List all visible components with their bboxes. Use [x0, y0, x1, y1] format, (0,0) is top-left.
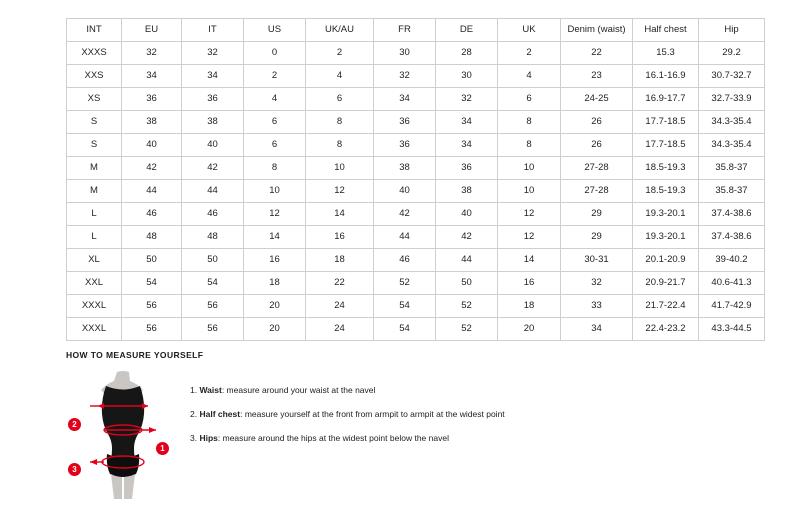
cell-ukau: 2 [306, 42, 374, 65]
cell-denim: 27-28 [561, 157, 633, 180]
cell-eu: 56 [122, 295, 182, 318]
cell-us: 2 [244, 65, 306, 88]
cell-half-chest: 20.1-20.9 [633, 249, 699, 272]
cell-ukau: 24 [306, 318, 374, 341]
cell-uk: 12 [498, 203, 561, 226]
measure-step-1-term: Waist [199, 385, 222, 395]
cell-ukau: 8 [306, 111, 374, 134]
cell-denim: 29 [561, 203, 633, 226]
cell-fr: 38 [374, 157, 436, 180]
cell-hip: 30.7-32.7 [699, 65, 765, 88]
column-header-ukau: UK/AU [306, 19, 374, 42]
cell-uk: 18 [498, 295, 561, 318]
cell-it: 32 [182, 42, 244, 65]
table-header-row [67, 19, 765, 42]
cell-us: 20 [244, 295, 306, 318]
cell-fr: 54 [374, 318, 436, 341]
cell-de: 36 [436, 157, 498, 180]
cell-it: 34 [182, 65, 244, 88]
cell-de: 32 [436, 88, 498, 111]
cell-us: 12 [244, 203, 306, 226]
cell-eu: 32 [122, 42, 182, 65]
cell-ukau: 10 [306, 157, 374, 180]
cell-uk: 16 [498, 272, 561, 295]
table-row [67, 111, 765, 134]
cell-eu: 38 [122, 111, 182, 134]
cell-us: 10 [244, 180, 306, 203]
cell-fr: 36 [374, 134, 436, 157]
cell-eu: 54 [122, 272, 182, 295]
measure-step-2-term: Half chest [199, 409, 241, 419]
column-header-int: INT [67, 19, 122, 42]
how-to-measure-section [66, 350, 766, 505]
cell-it: 46 [182, 203, 244, 226]
cell-int: XXS [67, 65, 122, 88]
cell-eu: 40 [122, 134, 182, 157]
cell-int: S [67, 134, 122, 157]
cell-int: XXXS [67, 42, 122, 65]
table-row [67, 180, 765, 203]
cell-it: 42 [182, 157, 244, 180]
cell-eu: 50 [122, 249, 182, 272]
cell-us: 4 [244, 88, 306, 111]
cell-half-chest: 15.3 [633, 42, 699, 65]
cell-int: XS [67, 88, 122, 111]
cell-de: 50 [436, 272, 498, 295]
cell-eu: 44 [122, 180, 182, 203]
cell-half-chest: 22.4-23.2 [633, 318, 699, 341]
cell-half-chest: 17.7-18.5 [633, 111, 699, 134]
cell-ukau: 14 [306, 203, 374, 226]
cell-hip: 29.2 [699, 42, 765, 65]
measure-step-2-number: 2. [190, 409, 198, 419]
column-header-denim-waist: Denim (waist) [561, 19, 633, 42]
cell-int: XXXL [67, 295, 122, 318]
cell-ukau: 8 [306, 134, 374, 157]
table-row [67, 42, 765, 65]
cell-uk: 8 [498, 111, 561, 134]
cell-eu: 48 [122, 226, 182, 249]
table-row [67, 226, 765, 249]
cell-eu: 46 [122, 203, 182, 226]
size-chart-table-wrapper [66, 18, 752, 341]
column-header-de: DE [436, 19, 498, 42]
cell-denim: 34 [561, 318, 633, 341]
cell-hip: 37.4-38.6 [699, 226, 765, 249]
cell-it: 40 [182, 134, 244, 157]
column-header-us: US [244, 19, 306, 42]
cell-hip: 34.3-35.4 [699, 111, 765, 134]
measure-step-waist [190, 384, 505, 396]
cell-fr: 32 [374, 65, 436, 88]
cell-hip: 41.7-42.9 [699, 295, 765, 318]
cell-denim: 23 [561, 65, 633, 88]
cell-half-chest: 21.7-22.4 [633, 295, 699, 318]
cell-it: 54 [182, 272, 244, 295]
column-header-fr: FR [374, 19, 436, 42]
cell-denim: 26 [561, 111, 633, 134]
cell-denim: 30-31 [561, 249, 633, 272]
cell-half-chest: 17.7-18.5 [633, 134, 699, 157]
cell-us: 6 [244, 111, 306, 134]
cell-fr: 34 [374, 88, 436, 111]
cell-de: 40 [436, 203, 498, 226]
measure-step-3-number: 3. [190, 433, 198, 443]
cell-denim: 29 [561, 226, 633, 249]
measure-marker-3: 3 [68, 463, 81, 476]
cell-us: 18 [244, 272, 306, 295]
cell-hip: 35.8-37 [699, 157, 765, 180]
cell-half-chest: 20.9-21.7 [633, 272, 699, 295]
column-header-uk: UK [498, 19, 561, 42]
measure-step-half-chest [190, 408, 505, 420]
cell-ukau: 16 [306, 226, 374, 249]
cell-denim: 32 [561, 272, 633, 295]
cell-denim: 33 [561, 295, 633, 318]
measure-marker-1: 1 [156, 442, 169, 455]
cell-us: 14 [244, 226, 306, 249]
cell-uk: 2 [498, 42, 561, 65]
measure-steps-list [190, 370, 505, 456]
cell-it: 48 [182, 226, 244, 249]
cell-half-chest: 16.1-16.9 [633, 65, 699, 88]
cell-fr: 46 [374, 249, 436, 272]
table-row [67, 157, 765, 180]
cell-de: 52 [436, 295, 498, 318]
table-row [67, 134, 765, 157]
how-to-measure-body [66, 370, 766, 505]
cell-us: 16 [244, 249, 306, 272]
cell-us: 6 [244, 134, 306, 157]
cell-hip: 32.7-33.9 [699, 88, 765, 111]
cell-eu: 36 [122, 88, 182, 111]
measure-step-3-term: Hips [199, 433, 218, 443]
cell-uk: 6 [498, 88, 561, 111]
cell-eu: 42 [122, 157, 182, 180]
cell-uk: 12 [498, 226, 561, 249]
cell-hip: 43.3-44.5 [699, 318, 765, 341]
column-header-it: IT [182, 19, 244, 42]
cell-de: 42 [436, 226, 498, 249]
cell-uk: 4 [498, 65, 561, 88]
cell-hip: 39-40.2 [699, 249, 765, 272]
cell-int: S [67, 111, 122, 134]
cell-us: 0 [244, 42, 306, 65]
cell-de: 44 [436, 249, 498, 272]
cell-fr: 42 [374, 203, 436, 226]
cell-ukau: 18 [306, 249, 374, 272]
cell-uk: 20 [498, 318, 561, 341]
measure-step-hips [190, 432, 505, 444]
table-row [67, 249, 765, 272]
cell-de: 30 [436, 65, 498, 88]
cell-half-chest: 19.3-20.1 [633, 226, 699, 249]
cell-half-chest: 19.3-20.1 [633, 203, 699, 226]
cell-half-chest: 18.5-19.3 [633, 157, 699, 180]
cell-half-chest: 16.9-17.7 [633, 88, 699, 111]
measure-marker-2: 2 [68, 418, 81, 431]
measure-step-1-text: : measure around your waist at the navel [221, 385, 376, 395]
measure-step-3-text: : measure around the hips at the widest point below the navel [217, 433, 449, 443]
cell-de: 34 [436, 134, 498, 157]
cell-int: XXL [67, 272, 122, 295]
cell-it: 36 [182, 88, 244, 111]
cell-int: XXXL [67, 318, 122, 341]
cell-denim: 27-28 [561, 180, 633, 203]
cell-fr: 36 [374, 111, 436, 134]
cell-denim: 22 [561, 42, 633, 65]
table-row [67, 272, 765, 295]
column-header-half-chest: Half chest [633, 19, 699, 42]
column-header-hip: Hip [699, 19, 765, 42]
table-row [67, 295, 765, 318]
cell-uk: 14 [498, 249, 561, 272]
cell-it: 38 [182, 111, 244, 134]
mannequin-icon [84, 370, 162, 502]
cell-it: 44 [182, 180, 244, 203]
table-row [67, 203, 765, 226]
cell-ukau: 6 [306, 88, 374, 111]
size-chart-table [66, 18, 765, 341]
measure-step-1-number: 1. [190, 385, 198, 395]
cell-int: L [67, 203, 122, 226]
measure-step-2-text: : measure yourself at the front from armpit to armpit at the widest point [240, 409, 505, 419]
cell-ukau: 4 [306, 65, 374, 88]
cell-denim: 26 [561, 134, 633, 157]
column-header-eu: EU [122, 19, 182, 42]
cell-int: M [67, 157, 122, 180]
table-row [67, 318, 765, 341]
how-to-measure-title: HOW TO MEASURE YOURSELF [66, 350, 204, 360]
cell-ukau: 24 [306, 295, 374, 318]
cell-de: 28 [436, 42, 498, 65]
cell-int: XL [67, 249, 122, 272]
cell-int: L [67, 226, 122, 249]
cell-hip: 40.6-41.3 [699, 272, 765, 295]
cell-us: 20 [244, 318, 306, 341]
cell-de: 38 [436, 180, 498, 203]
cell-int: M [67, 180, 122, 203]
cell-uk: 10 [498, 180, 561, 203]
cell-uk: 8 [498, 134, 561, 157]
cell-fr: 54 [374, 295, 436, 318]
cell-fr: 52 [374, 272, 436, 295]
cell-hip: 37.4-38.6 [699, 203, 765, 226]
cell-fr: 44 [374, 226, 436, 249]
table-row [67, 88, 765, 111]
cell-hip: 35.8-37 [699, 180, 765, 203]
cell-eu: 34 [122, 65, 182, 88]
cell-ukau: 22 [306, 272, 374, 295]
table-row [67, 65, 765, 88]
cell-de: 34 [436, 111, 498, 134]
cell-half-chest: 18.5-19.3 [633, 180, 699, 203]
cell-it: 56 [182, 318, 244, 341]
cell-fr: 30 [374, 42, 436, 65]
cell-denim: 24-25 [561, 88, 633, 111]
cell-ukau: 12 [306, 180, 374, 203]
mannequin-figure [66, 370, 176, 505]
cell-it: 50 [182, 249, 244, 272]
cell-de: 52 [436, 318, 498, 341]
cell-us: 8 [244, 157, 306, 180]
cell-eu: 56 [122, 318, 182, 341]
cell-uk: 10 [498, 157, 561, 180]
cell-fr: 40 [374, 180, 436, 203]
cell-it: 56 [182, 295, 244, 318]
cell-hip: 34.3-35.4 [699, 134, 765, 157]
